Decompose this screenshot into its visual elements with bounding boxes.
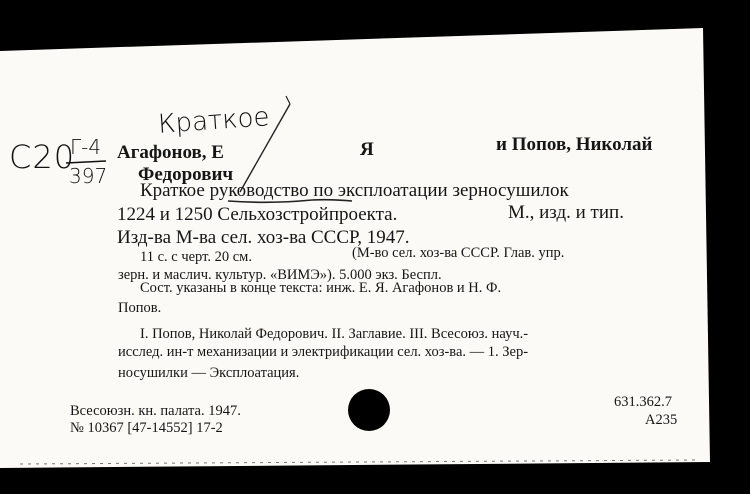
shelf-bottom: 397 xyxy=(69,164,108,188)
punch-hole xyxy=(348,389,390,431)
description-line-1: 11 с. с черт. 20 см. xyxy=(140,249,252,265)
tracing-line-2: исслед. ин-т механизации и электрификации сел. хоз-ва. — 1. Зер- xyxy=(118,344,529,360)
handwritten-title: Краткое xyxy=(157,102,271,140)
description-line-1-right: (М-во сел. хоз-ва СССР. Глав. упр. xyxy=(352,245,565,261)
footer-record-number: № 10367 [47-14552] 17-2 xyxy=(70,420,223,436)
description-line-2: зерн. и маслич. культур. «ВИМЭ»). 5.000 экз. Беспл. xyxy=(118,267,442,283)
pencil-slash-top xyxy=(286,96,290,104)
shelf-top: Г-4 xyxy=(70,135,102,159)
tracing-line-3: носушилки — Эксплоатация. xyxy=(118,365,300,381)
note-line-2: Попов. xyxy=(118,300,162,316)
author-heading-mid: Я xyxy=(360,139,374,160)
footer-classification: 631.362.7 xyxy=(614,394,672,410)
title-line-3: Изд-ва М-ва сел. хоз-ва СССР, 1947. xyxy=(117,227,410,248)
call-number: С20 xyxy=(9,138,76,176)
footer-author-mark: А235 xyxy=(645,412,678,428)
card-bottom-dash xyxy=(20,460,700,464)
tracing-line-1: I. Попов, Николай Федорович. II. Заглавие. III. Всесоюз. науч.- xyxy=(140,326,529,342)
title-line-2: 1224 и 1250 Сельхозстройпроекта. xyxy=(117,204,398,225)
title-line-2-right: М., изд. и тип. xyxy=(508,202,624,223)
note-line-1: Сост. указаны в конце текста: инж. Е. Я. Агафонов и Н. Ф. xyxy=(140,280,502,296)
title-line-1: Краткое руководство по эксплоатации зерносушилок xyxy=(140,180,569,201)
author-patronymic: Федорович xyxy=(138,164,234,185)
author-heading-right: и Попов, Николай xyxy=(496,134,653,155)
footer-publisher: Всесоюзн. кн. палата. 1947. xyxy=(70,403,241,419)
author-heading: Агафонов, Е xyxy=(117,142,224,163)
